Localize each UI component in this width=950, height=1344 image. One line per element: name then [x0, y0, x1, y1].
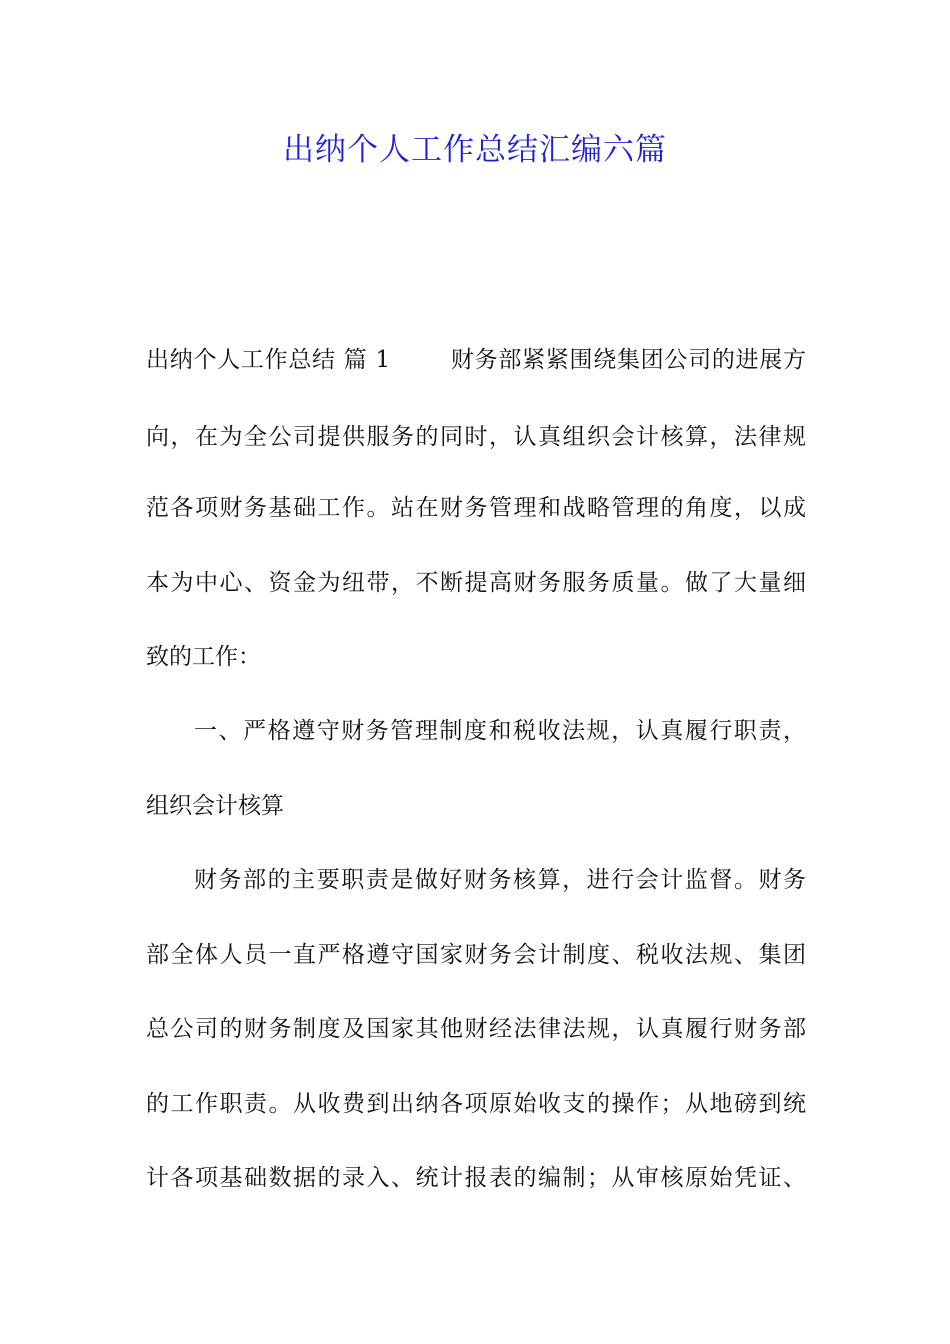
document-title: 出纳个人工作总结汇编六篇: [283, 132, 667, 168]
section-heading-line-2: 组织会计核算: [146, 793, 284, 819]
paragraph-line-3: 范各项财务基础工作。站在财务管理和战略管理的角度，以成: [146, 495, 806, 521]
paragraph-text: 财务部紧紧围绕集团公司的进展方: [450, 347, 806, 373]
paragraph-line-4: 本为中心、资金为纽带，不断提高财务服务质量。做了大量细: [146, 570, 806, 596]
paragraph-line-8: 总公司的财务制度及国家其他财经法律法规，认真履行财务部: [146, 1016, 806, 1042]
paragraph-line-1: [146, 342, 806, 378]
paragraph-line-7: 部全体人员一直严格遵守国家财务会计制度、税收法规、集团: [146, 942, 806, 968]
paragraph-line-5: 致的工作：: [146, 644, 261, 670]
paragraph-line-6: 财务部的主要职责是做好财务核算，进行会计监督。财务: [194, 867, 806, 893]
paragraph-line-10: 计各项基础数据的录入、统计报表的编制；从审核原始凭证、: [146, 1165, 806, 1191]
paragraph-line-9: 的工作职责。从收费到出纳各项原始收支的操作；从地磅到统: [146, 1091, 806, 1117]
section-heading: 出纳个人工作总结 篇 1: [146, 347, 391, 373]
paragraph-line-2: 向，在为全公司提供服务的同时，认真组织会计核算，法律规: [146, 424, 806, 450]
section-heading-line-1: 一、严格遵守财务管理制度和税收法规，认真履行职责，: [194, 718, 806, 744]
